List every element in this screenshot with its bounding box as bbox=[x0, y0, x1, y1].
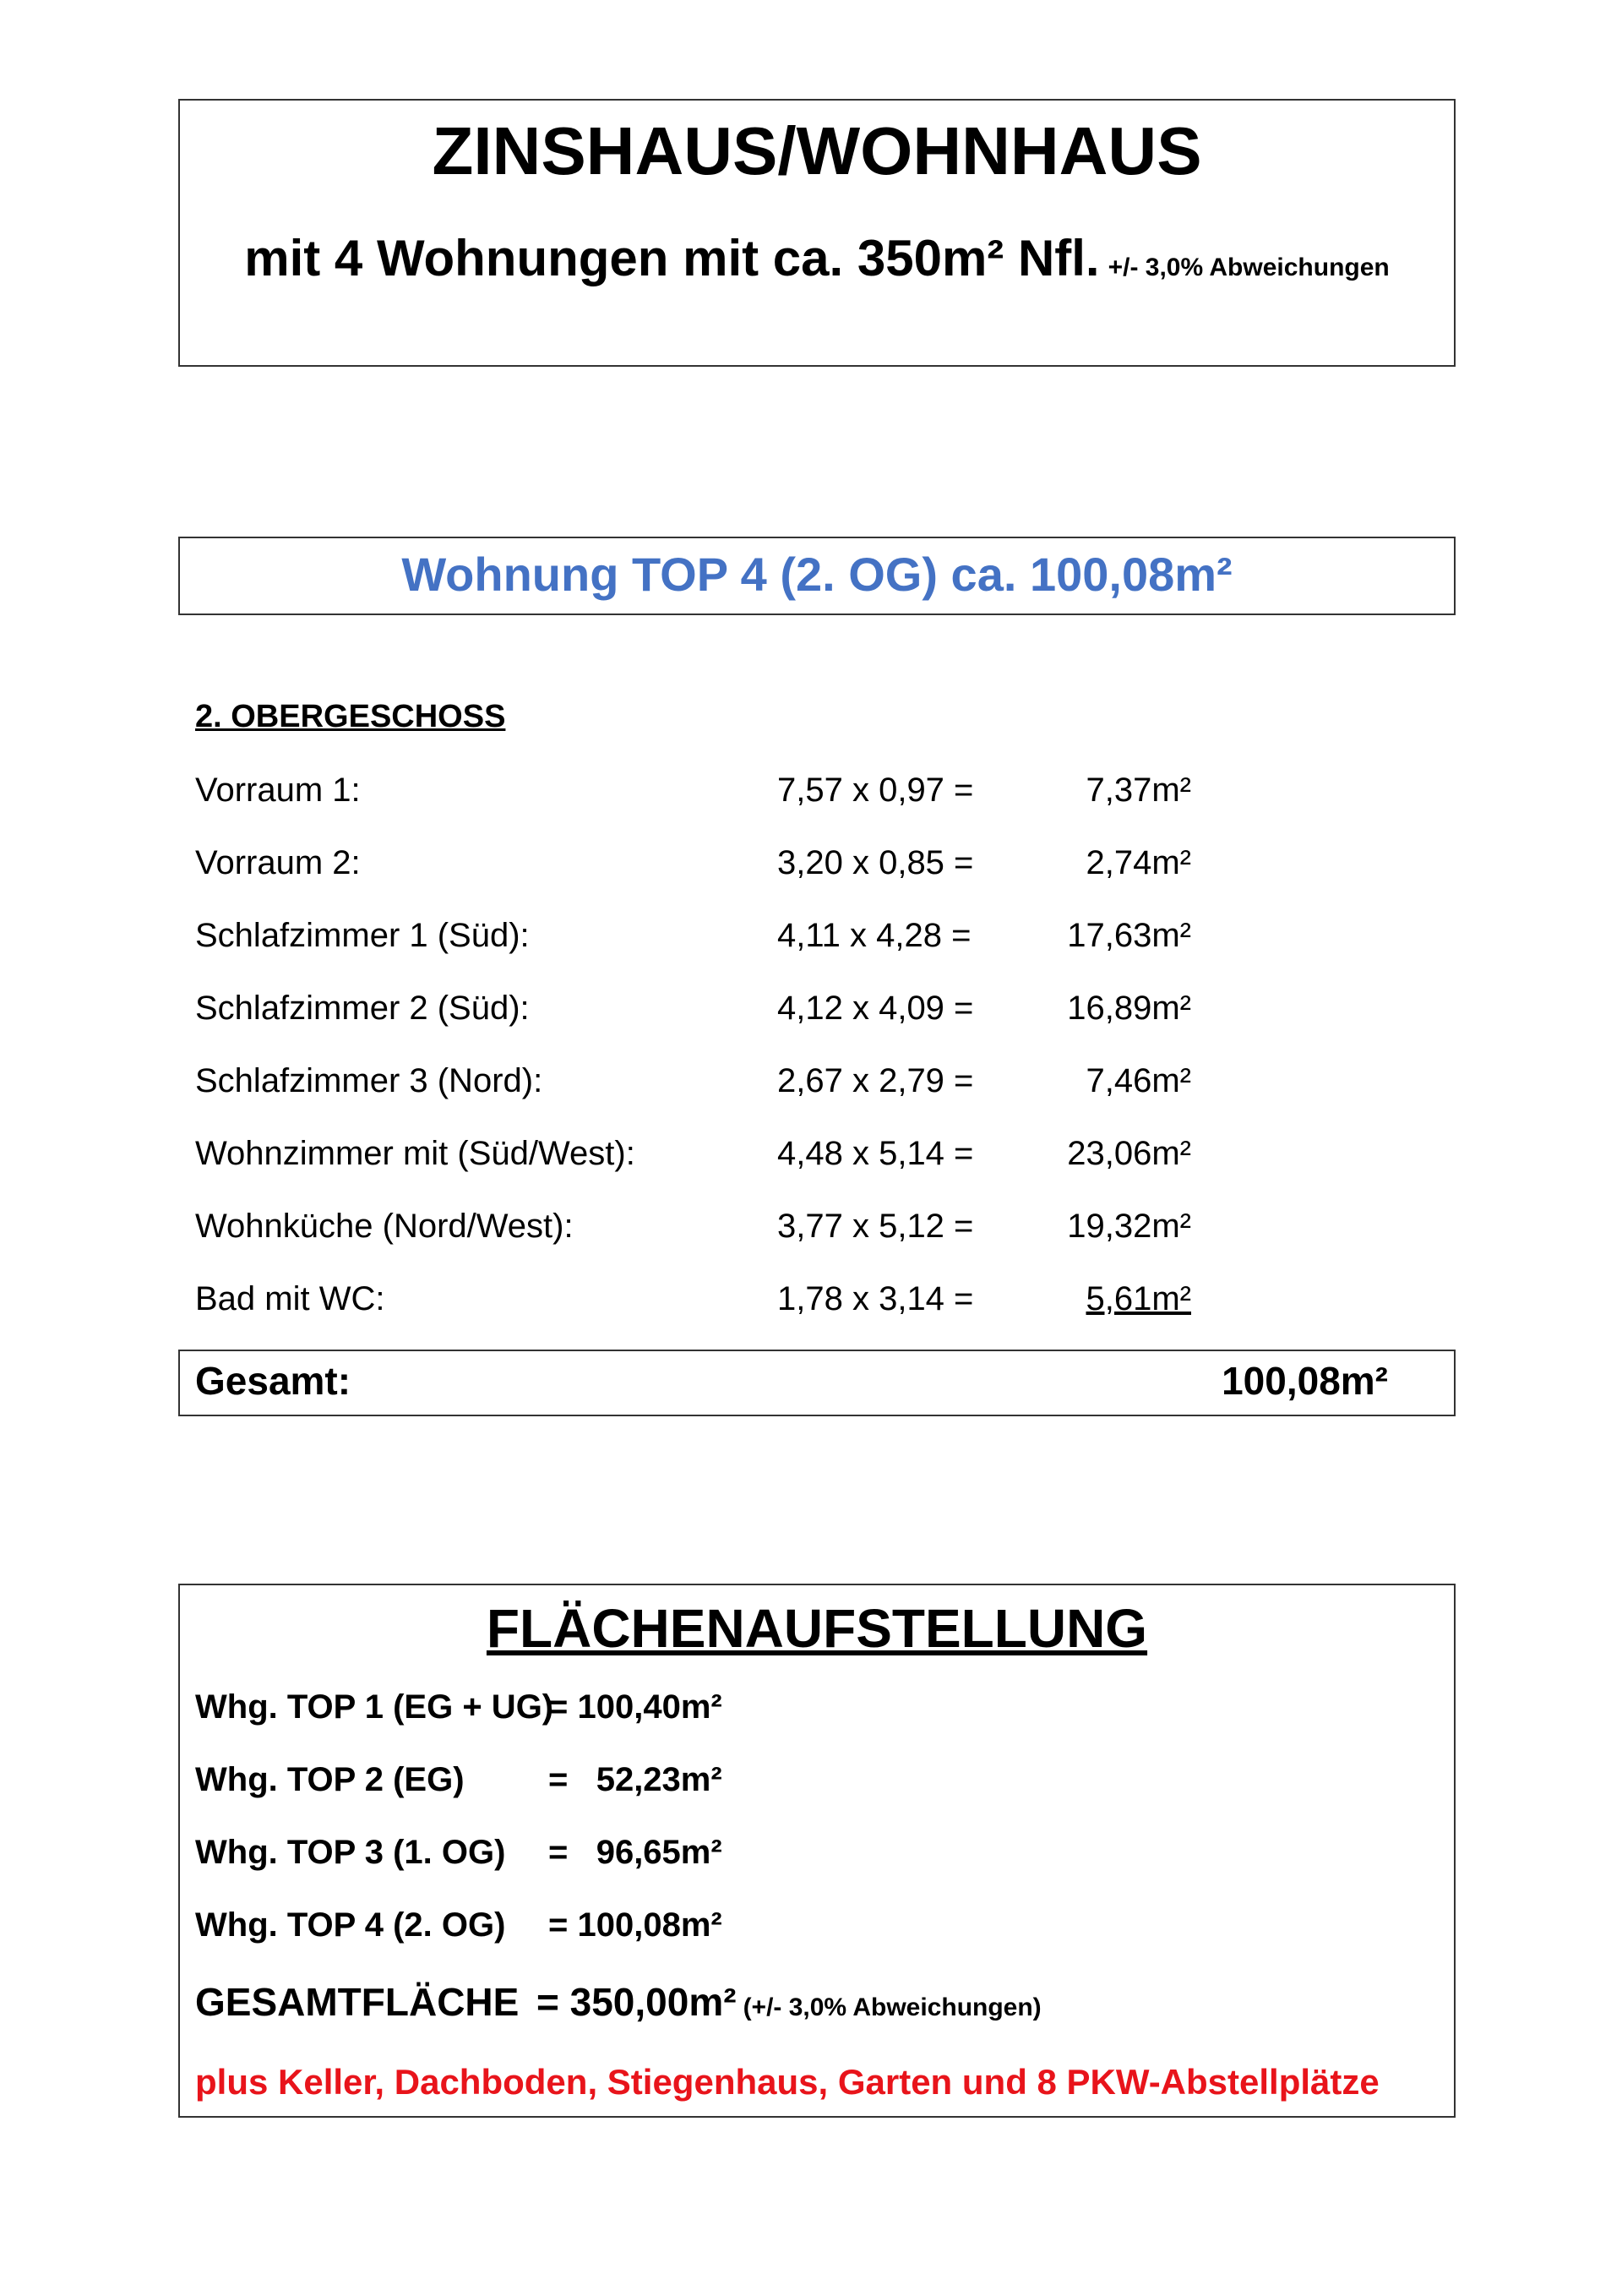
room-calc: 7,57 x 0,97 = bbox=[777, 772, 974, 809]
total-box bbox=[178, 1350, 1456, 1416]
summary-item-value: = 96,65m² bbox=[548, 1834, 722, 1871]
document-subtitle bbox=[180, 229, 1454, 287]
room-row bbox=[0, 844, 1622, 895]
grand-total-note: (+/- 3,0% Abweichungen) bbox=[743, 1993, 1042, 2021]
room-area: 7,46m² bbox=[1086, 1062, 1191, 1099]
room-calc: 4,48 x 5,14 = bbox=[777, 1135, 974, 1172]
room-calc: 4,11 x 4,28 = bbox=[777, 917, 972, 954]
room-area: 2,74m² bbox=[1086, 844, 1191, 881]
grand-total-value-group bbox=[536, 1979, 1042, 2025]
floor-heading: 2. OBERGESCHOSS bbox=[195, 699, 506, 734]
apartment-title: Wohnung TOP 4 (2. OG) ca. 100,08m² bbox=[401, 548, 1233, 601]
room-name: Wohnzimmer mit (Süd/West): bbox=[195, 1135, 635, 1172]
total-value: 100,08m² bbox=[1222, 1359, 1388, 1403]
room-row bbox=[0, 990, 1622, 1040]
room-calc: 1,78 x 3,14 = bbox=[777, 1280, 974, 1317]
room-calc: 2,67 x 2,79 = bbox=[777, 1062, 974, 1099]
grand-total-value: = 350,00m² bbox=[536, 1980, 737, 2024]
apartment-heading-box bbox=[178, 537, 1456, 615]
room-row bbox=[0, 917, 1622, 968]
summary-item-label: Whg. TOP 4 (2. OG) bbox=[195, 1906, 506, 1944]
room-name: Vorraum 2: bbox=[195, 844, 361, 881]
summary-item-value: = 52,23m² bbox=[548, 1761, 722, 1798]
summary-item-value: = 100,08m² bbox=[548, 1906, 722, 1944]
room-name: Wohnküche (Nord/West): bbox=[195, 1208, 574, 1245]
room-area: 17,63m² bbox=[1067, 917, 1191, 954]
room-calc: 3,20 x 0,85 = bbox=[777, 844, 974, 881]
subtitle-note: +/- 3,0% Abweichungen bbox=[1108, 254, 1390, 281]
room-name: Bad mit WC: bbox=[195, 1280, 385, 1317]
room-area: 5,61m² bbox=[1086, 1280, 1191, 1317]
summary-item-value: = 100,40m² bbox=[548, 1688, 722, 1726]
summary-item-label: Whg. TOP 3 (1. OG) bbox=[195, 1834, 506, 1871]
room-area: 16,89m² bbox=[1067, 990, 1191, 1027]
room-name: Vorraum 1: bbox=[195, 772, 361, 809]
room-name: Schlafzimmer 1 (Süd): bbox=[195, 917, 530, 954]
room-name: Schlafzimmer 3 (Nord): bbox=[195, 1062, 543, 1099]
room-name: Schlafzimmer 2 (Süd): bbox=[195, 990, 530, 1027]
room-row bbox=[0, 1208, 1622, 1258]
summary-item-label: Whg. TOP 2 (EG) bbox=[195, 1761, 465, 1798]
header-box bbox=[178, 99, 1456, 367]
room-calc: 3,77 x 5,12 = bbox=[777, 1208, 974, 1245]
grand-total-label: GESAMTFLÄCHE bbox=[195, 1980, 520, 2024]
subtitle-main: mit 4 Wohnungen mit ca. 350m² Nfl. bbox=[244, 230, 1100, 286]
room-calc: 4,12 x 4,09 = bbox=[777, 990, 974, 1027]
summary-title: FLÄCHENAUFSTELLUNG bbox=[486, 1598, 1148, 1659]
room-area: 7,37m² bbox=[1086, 772, 1191, 809]
extras-line: plus Keller, Dachboden, Stiegenhaus, Garten und 8 PKW-Abstellplätze bbox=[195, 2062, 1380, 2102]
room-area: 23,06m² bbox=[1067, 1135, 1191, 1172]
grand-total-row bbox=[195, 1979, 1378, 2026]
summary-box bbox=[178, 1584, 1456, 2118]
total-label: Gesamt: bbox=[195, 1359, 351, 1403]
room-area: 19,32m² bbox=[1067, 1208, 1191, 1245]
document-title: ZINSHAUS/WOHNHAUS bbox=[432, 113, 1202, 188]
summary-item-label: Whg. TOP 1 (EG + UG) bbox=[195, 1688, 554, 1726]
room-row bbox=[0, 1062, 1622, 1113]
summary-item bbox=[195, 1906, 736, 1954]
room-row bbox=[0, 772, 1622, 822]
room-row bbox=[0, 1135, 1622, 1186]
room-row bbox=[0, 1280, 1622, 1331]
